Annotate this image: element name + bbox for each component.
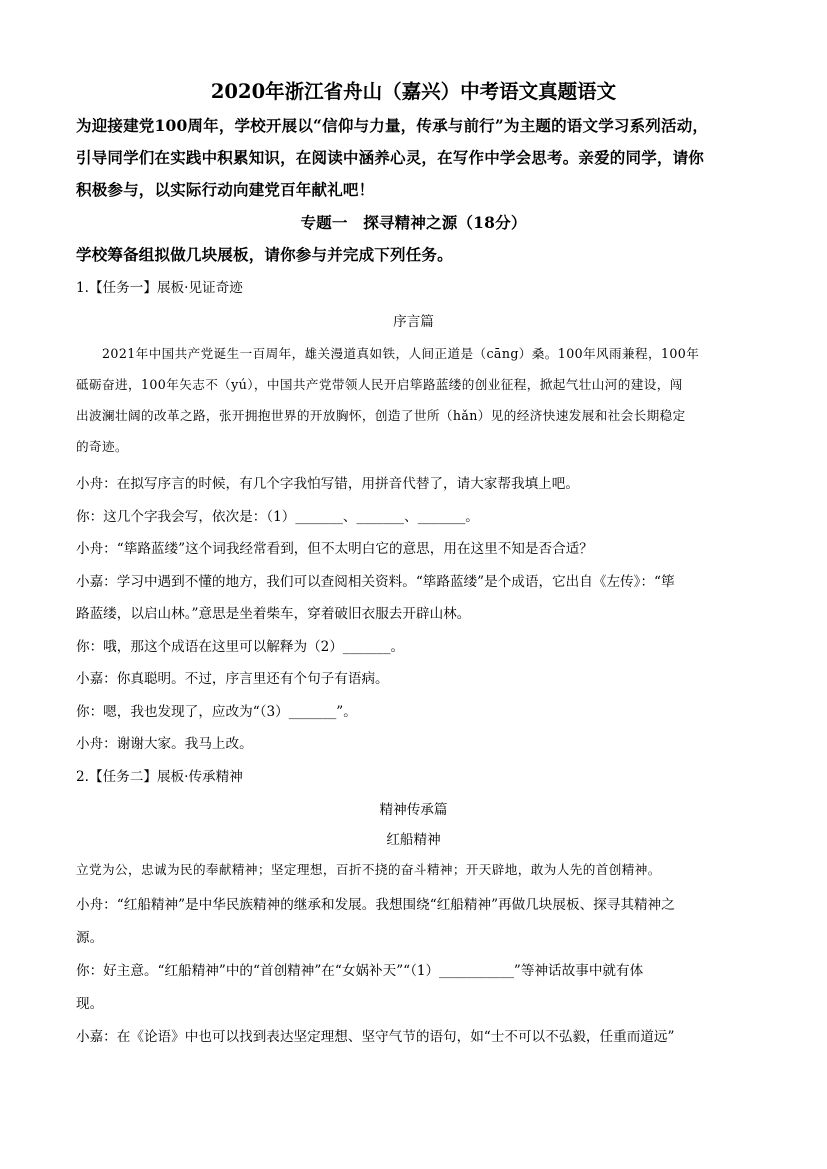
task2-passage: 立党为公，忠诚为民的奉献精神；坚定理想，百折不挠的奋斗精神；开天辟地，敢为人先的首创精神。 (76, 862, 661, 877)
task1-dialogue-line-8: 你：嗯，我也发现了，应改为“（3）_______”。 (76, 704, 357, 720)
task2-dialogue-line-4: 现。 (76, 996, 104, 1012)
task2-dialogue-line-1: 小舟：“红船精神”是中华民族精神的继承和发展。我想围绕“红船精神”再做几块展板、探寻其精神之 (76, 897, 675, 913)
task1-dialogue-line-2: 你：这几个字我会写，依次是：（1）_______、_______、_______。 (76, 509, 479, 525)
task1-dialogue-line-6: 你：哦，那这个成语在这里可以解释为（2）_______。 (76, 639, 405, 655)
task1-dialogue-line-4: 小嘉：学习中遇到不懂的地方，我们可以查阅相关资料。“筚路蓝缕”是个成语，它出自《左传》：“筚 (76, 574, 675, 590)
task1-passage-line-4: 的奇迹。 (76, 439, 128, 454)
task1-dialogue-line-7: 小嘉：你真聪明。不过，序言里还有个句子有语病。 (76, 671, 389, 687)
task2-dialogue-line-3: 你：好主意。“红船精神”中的“首创精神”在“女娲补天”“（1）___________”等神话故事中就有体 (76, 963, 644, 979)
topic-intro: 学校筹备组拟做几块展板，请你参与并完成下列任务。 (76, 245, 453, 264)
task1-dialogue-line-5: 路蓝缕，以启山林。”意思是坐着柴车，穿着破旧衣服去开辟山林。 (76, 606, 471, 622)
task2-subsection-title: 红船精神 (386, 832, 441, 848)
topic-heading: 专题一 探寻精神之源（18分） (300, 213, 527, 232)
task1-dialogue-line-1: 小舟：在拟写序言的时候，有几个字我怕写错，用拼音代替了，请大家帮我填上吧。 (76, 476, 579, 492)
task2-heading: 2.【任务二】展板·传承精神 (76, 769, 243, 785)
task1-dialogue-line-3: 小舟：“筚路蓝缕”这个词我经常看到，但不太明白它的意思，用在这里不知是否合适？ (76, 541, 593, 557)
task1-dialogue-line-9: 小舟：谢谢大家。我马上改。 (76, 736, 253, 752)
task1-section-title: 序言篇 (393, 314, 434, 330)
task2-section-title: 精神传承篇 (379, 802, 448, 818)
task1-heading: 1.【任务一】展板·见证奇迹 (76, 280, 243, 296)
task1-passage-line-3: 出波澜壮阔的改革之路，张开拥抱世界的开放胸怀，创造了世所（hǎn）见的经济快速发展和社会长期稳定 (76, 408, 686, 423)
intro-line-1: 为迎接建党100周年，学校开展以“信仰与力量，传承与前行”为主题的语文学习系列活动， (76, 116, 709, 135)
task2-dialogue-line-2: 源。 (76, 930, 104, 946)
intro-line-3: 积极参与，以实际行动向建党百年献礼吧！ (76, 180, 375, 199)
intro-line-2: 引导同学们在实践中积累知识，在阅读中涵养心灵，在写作中学会思考。亲爱的同学，请你 (76, 148, 705, 167)
task2-dialogue-line-5: 小嘉：在《论语》中也可以找到表达坚定理想、坚守气节的语句，如“士不可以不弘毅，任重而道远” (76, 1029, 675, 1045)
task1-passage-line-2: 砥砺奋进，100年矢志不（yú），中国共产党带领人民开启筚路蓝缕的创业征程，掀起气壮山河的建设，闯 (76, 377, 683, 392)
document-title: 2020年浙江省舟山（嘉兴）中考语文真题语文 (210, 80, 617, 103)
task1-passage-line-1: 2021年中国共产党诞生一百周年，雄关漫道真如铁，人间正道是（cāng）桑。100年风雨兼程，100年 (76, 346, 700, 361)
